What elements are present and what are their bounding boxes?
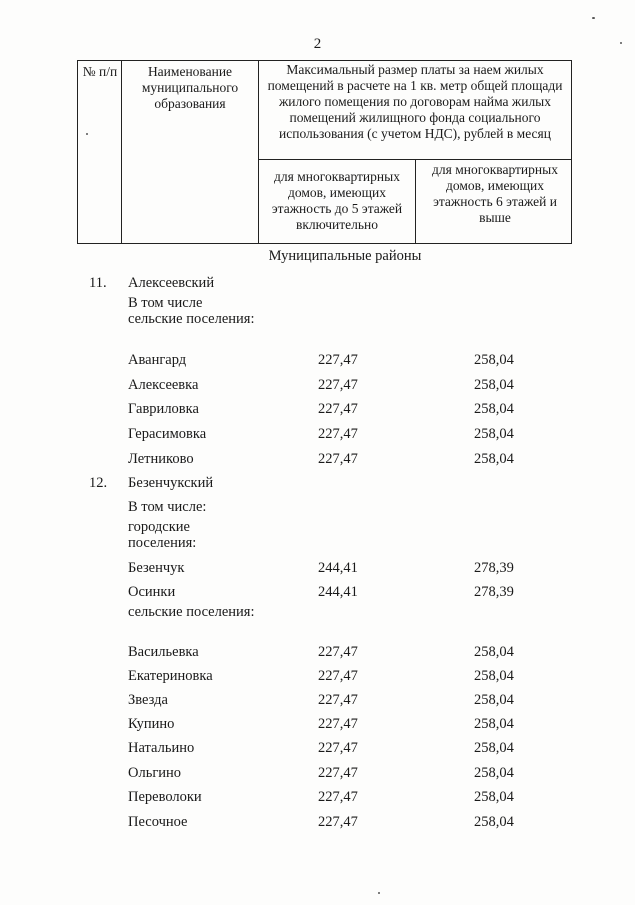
page-number: 2 xyxy=(313,36,322,52)
value-up-to-5-floors: 227,47 xyxy=(318,789,358,805)
value-6-floors-and-above: 258,04 xyxy=(474,377,514,393)
row-name: Летниково xyxy=(128,451,194,467)
header-sub-col2: для многоквартирных домов, имеющих этажность 6 этажей и выше xyxy=(432,162,558,225)
header-name: Наименование муниципального образования xyxy=(141,64,239,111)
value-up-to-5-floors: 244,41 xyxy=(318,560,358,576)
row-name: Безенчук xyxy=(128,560,185,576)
header-sub-col1: для многоквартирных домов, имеющих этажность до 5 этажей включительно xyxy=(271,169,403,232)
value-up-to-5-floors: 227,47 xyxy=(318,426,358,442)
value-up-to-5-floors: 227,47 xyxy=(318,814,358,830)
row-name: Авангард xyxy=(128,352,187,368)
value-6-floors-and-above: 258,04 xyxy=(474,814,514,830)
scan-speck xyxy=(620,42,622,44)
row-name: Купино xyxy=(128,716,175,732)
value-up-to-5-floors: 227,47 xyxy=(318,692,358,708)
row-number: 11. xyxy=(89,275,107,291)
value-6-floors-and-above: 258,04 xyxy=(474,668,514,684)
value-up-to-5-floors: 227,47 xyxy=(318,668,358,684)
row-name: Васильевка xyxy=(128,644,199,660)
divider xyxy=(415,159,416,243)
row-name: Екатериновка xyxy=(128,668,213,684)
value-up-to-5-floors: 227,47 xyxy=(318,644,358,660)
row-name: Ольгино xyxy=(128,765,182,781)
scan-speck xyxy=(592,17,595,19)
row-name: сельские поселения: xyxy=(128,604,255,620)
value-6-floors-and-above: 258,04 xyxy=(474,765,514,781)
value-6-floors-and-above: 278,39 xyxy=(474,584,514,600)
value-up-to-5-floors: 227,47 xyxy=(318,401,358,417)
value-6-floors-and-above: 258,04 xyxy=(474,692,514,708)
value-up-to-5-floors: 227,47 xyxy=(318,716,358,732)
row-name: Герасимовка xyxy=(128,426,207,442)
section-title: Муниципальные районы xyxy=(268,248,422,264)
row-name: Осинки xyxy=(128,584,176,600)
value-6-floors-and-above: 278,39 xyxy=(474,560,514,576)
row-name: Безенчукский xyxy=(128,475,214,491)
scan-speck xyxy=(86,133,88,135)
value-6-floors-and-above: 258,04 xyxy=(474,401,514,417)
value-up-to-5-floors: 244,41 xyxy=(318,584,358,600)
row-name: Алексеевский xyxy=(128,275,215,291)
value-up-to-5-floors: 227,47 xyxy=(318,765,358,781)
header-num: № п/п xyxy=(82,64,118,79)
value-up-to-5-floors: 227,47 xyxy=(318,740,358,756)
row-name: Натальино xyxy=(128,740,195,756)
value-6-floors-and-above: 258,04 xyxy=(474,352,514,368)
divider xyxy=(258,61,259,243)
row-name: Песочное xyxy=(128,814,188,830)
value-6-floors-and-above: 258,04 xyxy=(474,426,514,442)
table-header xyxy=(77,60,572,244)
row-name: Гавриловка xyxy=(128,401,199,417)
divider xyxy=(121,61,122,243)
value-up-to-5-floors: 227,47 xyxy=(318,352,358,368)
row-name: Переволоки xyxy=(128,789,202,805)
divider xyxy=(258,159,571,160)
value-6-floors-and-above: 258,04 xyxy=(474,644,514,660)
row-name: Алексеевка xyxy=(128,377,199,393)
row-name: В том числе сельские поселения: xyxy=(128,295,255,327)
value-6-floors-and-above: 258,04 xyxy=(474,716,514,732)
row-name: городские поселения: xyxy=(128,519,197,551)
value-up-to-5-floors: 227,47 xyxy=(318,451,358,467)
row-name: В том числе: xyxy=(128,499,207,515)
value-6-floors-and-above: 258,04 xyxy=(474,451,514,467)
value-up-to-5-floors: 227,47 xyxy=(318,377,358,393)
value-6-floors-and-above: 258,04 xyxy=(474,740,514,756)
row-name: Звезда xyxy=(128,692,168,708)
header-max-fee: Максимальный размер платы за наем жилых помещений в расчете на 1 кв. метр общей площади жилого помещения по договорам найма жилых помещений жилищного фонда социального использования (с учетом НДС), рублей в месяц xyxy=(267,62,563,141)
value-6-floors-and-above: 258,04 xyxy=(474,789,514,805)
row-number: 12. xyxy=(89,475,108,491)
scan-speck xyxy=(378,892,380,894)
